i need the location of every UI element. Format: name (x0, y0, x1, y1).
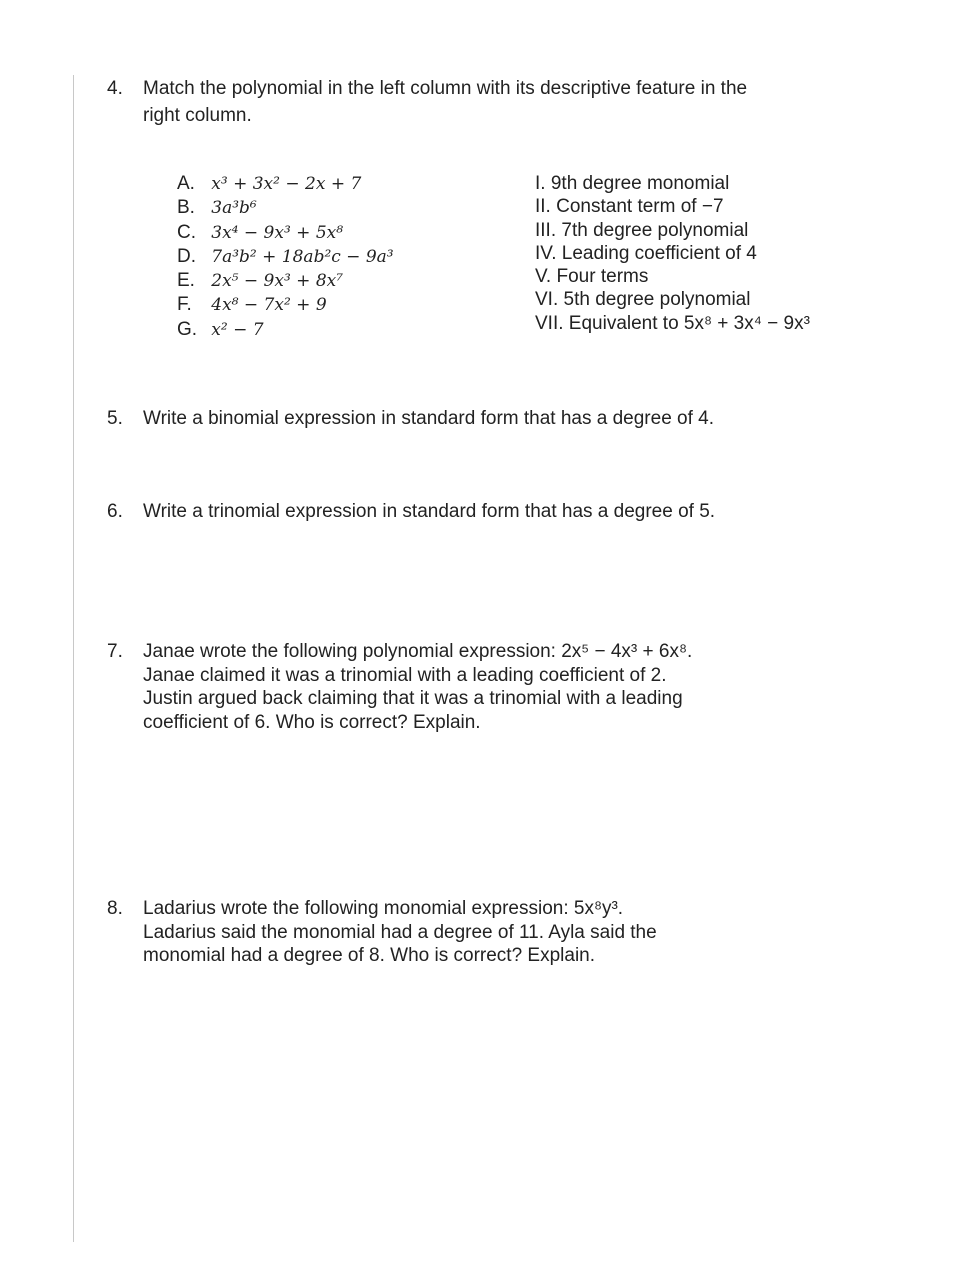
question-prompt (143, 77, 863, 128)
polynomial-item-label: A. (177, 173, 195, 194)
polynomial-item (177, 293, 394, 317)
prompt-line: Janae wrote the following polynomial expression: 2x⁵ − 4x³ + 6x⁸. (143, 641, 693, 662)
polynomial-item-label: D. (177, 245, 196, 267)
prompt-line: Janae claimed it was a trinomial with a leading coefficient of 2. (143, 664, 667, 686)
polynomial-item-label: G. (177, 318, 198, 340)
polynomial-item (177, 269, 394, 293)
feature-item-text: Constant term of −7 (556, 196, 724, 218)
polynomial-item-text: 3x⁴ − 9x³ + 5x⁸ (211, 222, 344, 243)
prompt-line: Justin argued back claiming that it was a trinomial with a leading (143, 688, 683, 709)
feature-item-text: 9th degree monomial (550, 173, 730, 194)
prompt-line: Ladarius said the monomial had a degree of 11. Ayla said the (143, 921, 657, 943)
feature-item-text: 7th degree polynomial (561, 219, 749, 241)
polynomial-item (177, 221, 394, 245)
question-number: 6. (107, 501, 123, 522)
feature-item-text: Leading coefficient of 4 (561, 242, 757, 264)
feature-item (535, 312, 810, 335)
polynomial-item-text: 2x⁵ − 9x³ + 8x⁷ (211, 271, 344, 292)
feature-item-label: II. (535, 196, 551, 218)
feature-item-text: Equivalent to 5x⁸ + 3x⁴ − 9x³ (568, 312, 810, 334)
polynomial-item-text: x² − 7 (211, 319, 264, 340)
polynomial-item (177, 196, 394, 220)
feature-item-label: IV. (535, 242, 557, 264)
question-prompt (143, 500, 863, 524)
question-prompt (143, 897, 863, 968)
question-prompt (143, 407, 863, 431)
feature-item (535, 172, 810, 195)
polynomial-item-text: 7a³b² + 18ab²c − 9a³ (211, 246, 394, 267)
feature-item (535, 219, 810, 242)
feature-item-label: VII. (535, 312, 564, 334)
polynomial-item (177, 318, 394, 342)
feature-column (535, 172, 810, 335)
question-number: 8. (107, 898, 123, 919)
feature-item (535, 288, 810, 311)
prompt-line: Write a trinomial expression in standard form that has a degree of 5. (143, 501, 716, 522)
prompt-line: coefficient of 6. Who is correct? Explain. (143, 711, 481, 733)
polynomial-item (177, 172, 394, 196)
polynomial-item-text: 4x⁸ − 7x² + 9 (211, 295, 327, 316)
polynomial-item-text: 3a³b⁶ (211, 198, 257, 219)
polynomial-column (177, 172, 394, 342)
margin-line (73, 75, 74, 1242)
question-number: 7. (107, 641, 123, 662)
feature-item (535, 265, 810, 288)
question-number: 4. (107, 78, 123, 99)
prompt-line: right column. (143, 105, 252, 126)
polynomial-item-text: x³ + 3x² − 2x + 7 (211, 174, 362, 194)
prompt-line: Ladarius wrote the following monomial expression: 5x⁸y³. (143, 898, 624, 919)
prompt-line: Write a binomial expression in standard form that has a degree of 4. (143, 408, 715, 429)
feature-item-label: III. (535, 219, 557, 241)
polynomial-item (177, 245, 394, 269)
prompt-line: Match the polynomial in the left column with its descriptive feature in the (143, 78, 748, 99)
polynomial-item-label: C. (177, 221, 196, 243)
feature-item (535, 242, 810, 265)
feature-item-label: I. (535, 173, 546, 194)
polynomial-item-label: F. (177, 294, 192, 316)
question-number: 5. (107, 408, 123, 429)
polynomial-item-label: E. (177, 270, 195, 292)
feature-item (535, 195, 810, 218)
feature-item-label: VI. (535, 289, 559, 311)
feature-item-text: 5th degree polynomial (563, 289, 751, 311)
polynomial-item-label: B. (177, 197, 195, 219)
feature-item-text: Four terms (556, 266, 649, 288)
question-prompt (143, 640, 863, 734)
feature-item-label: V. (535, 266, 552, 288)
prompt-line: monomial had a degree of 8. Who is correct? Explain. (143, 945, 596, 966)
